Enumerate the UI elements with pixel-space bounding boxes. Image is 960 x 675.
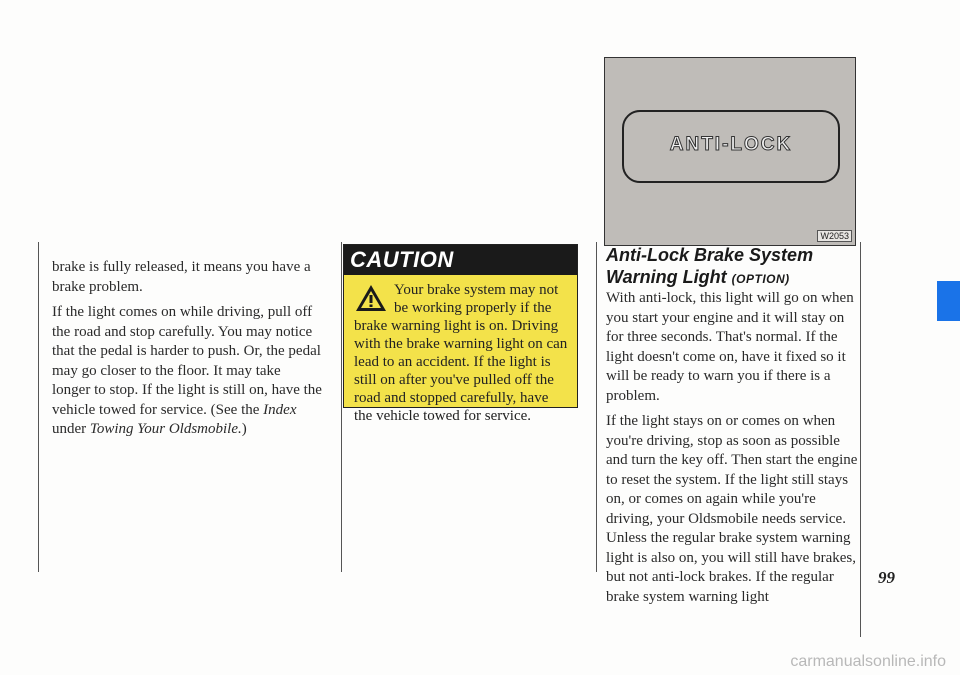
section-tab-marker [937,281,960,321]
caution-body [344,275,577,425]
paragraph-anti-lock-start: With anti-lock, this light will go on when you start your engine and it will stay on for three seconds. That's normal. If the light doesn't come on, have it fixed so it will be ready to warn you if there is a problem. [606,290,854,404]
paragraph-light-on-driving [52,303,322,440]
paragraph-text-under: under [52,421,90,437]
index-reference: Index [263,401,297,418]
caution-box [343,244,578,424]
lamp-label: ANTI-LOCK [669,134,793,155]
column-right-text [606,289,862,613]
page-number: 99 [878,568,895,587]
warning-triangle-icon [354,283,388,313]
section-title: Anti-Lock Brake System Warning Light [606,245,814,287]
paragraph-text: If the light comes on while driving, pull off the road and stop carefully. You may notice that the pedal is harder to push. Or, the pedal may go closer to the floor. It may take longer to stop. If the light is still on, have the vehicle towed for service. (See the [52,304,322,418]
caution-heading: CAUTION [344,245,577,275]
site-watermark: carmanualsonline.info [790,653,946,670]
option-label: (OPTION) [731,272,790,286]
caution-line-1: Your brake system may not [394,282,559,298]
column-left-text [52,258,322,446]
caution-text: brake warning light is on. Driving with the brake warning light on can lead to an accident. If the light is still on after you've pulled off the road and stopped carefully, have the vehicle towed for service. [354,318,568,424]
figure-code: W2053 [817,230,852,242]
towing-reference: Towing Your Oldsmobile. [89,421,242,437]
caution-line-2: be working properly if the [394,300,552,316]
column-divider-left [38,242,39,572]
paragraph-anti-lock-driving: If the light stays on or comes on when you're driving, stop as soon as possible and turn the key off. Then start the engine to reset the system. If the light still stays on, or comes on again while you're driving, your Oldsmobile needs service. Unless the regular brake system warning light is also on, you will still have brakes, but not anti-lock brakes. If the regular brake system warning light [606,413,858,605]
section-heading [606,244,856,290]
column-divider-right [596,242,597,572]
column-divider-middle [341,242,342,572]
paragraph-brake-released: brake is fully released, it means you have a brake problem. [52,259,311,295]
anti-lock-indicator-lamp [622,110,840,183]
anti-lock-light-illustration [604,57,856,246]
paragraph-text-end: ) [241,421,247,437]
